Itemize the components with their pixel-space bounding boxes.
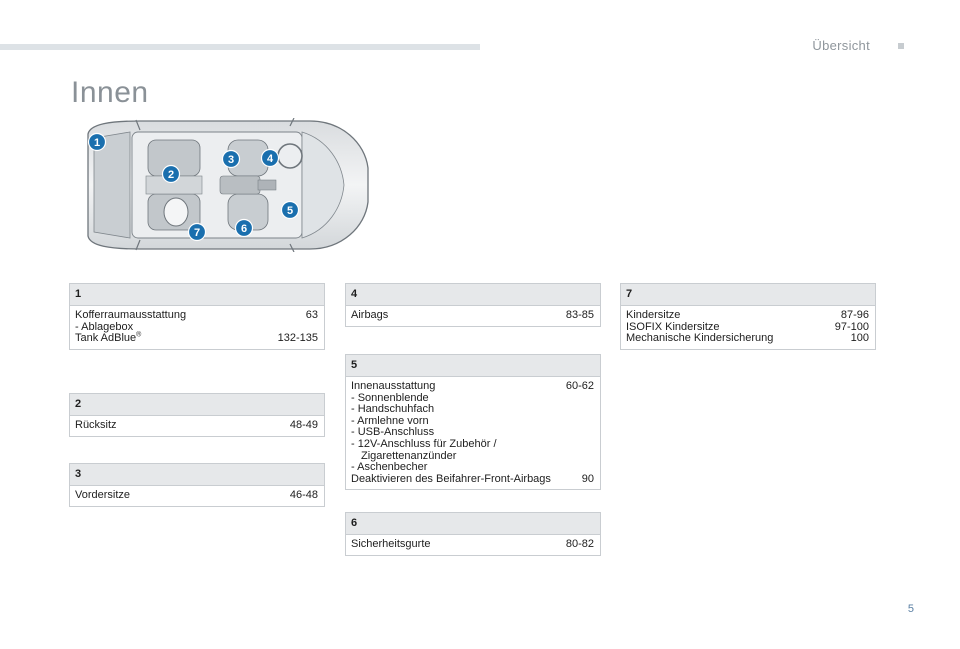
marker-4-icon [262,150,279,167]
entry-row: ISOFIX Kindersitze 97-100 [626,320,869,333]
svg-text:5: 5 [286,205,294,217]
sub-item: - Handschuhfach [351,403,435,416]
box-number: 6 [346,513,600,535]
entry-row: Kindersitze 87-96 [626,309,869,321]
marker-5-icon [282,202,299,219]
marker-1-icon [89,134,106,151]
info-box-7 [620,283,876,350]
marker-7-icon [189,224,206,241]
svg-text:1: 1 [93,137,101,149]
page-number: 5 [907,603,914,615]
sub-item: - Sonnenblende [351,391,429,404]
svg-text:2: 2 [167,169,175,181]
info-box-4 [345,283,601,327]
section-square [898,43,904,49]
box-number: 1 [70,284,324,306]
marker-2-icon [163,166,180,183]
info-box-5 [345,354,601,490]
box-number: 4 [346,284,600,306]
sub-item: - Ablagebox [75,320,134,333]
entry-row: Tank AdBlue® 132-135 [75,331,318,345]
entry-row: Rücksitz 48-49 [75,419,318,431]
svg-text:6: 6 [240,223,248,235]
sub-item: - Armlehne vorn [351,414,429,427]
page-title: Innen [71,76,149,109]
entry-row: Mechanische Kindersicherung 100 [626,332,869,345]
sub-item: - Aschenbecher [351,461,428,474]
box-number: 2 [70,394,324,416]
info-box-1 [69,283,325,350]
entry-row: Kofferraumausstattung 63 [75,309,318,321]
svg-text:4: 4 [266,153,274,165]
info-box-2 [69,393,325,437]
sub-item-continuation: Zigarettenanzünder [361,449,457,462]
box-number: 5 [346,355,600,377]
sub-item: - 12V-Anschluss für Zubehör / [351,437,497,450]
marker-6-icon [236,220,253,237]
entry-row: Sicherheitsgurte 80-82 [351,538,594,550]
entry-row: Vordersitze 46-48 [75,489,318,501]
info-box-6 [345,512,601,556]
sub-item: - USB-Anschluss [351,426,435,439]
box-number: 3 [70,464,324,486]
svg-text:3: 3 [227,154,235,166]
info-box-3 [69,463,325,507]
entry-row: Innenausstattung 60-62 [351,380,594,392]
svg-text:7: 7 [193,227,201,239]
entry-row: Deaktivieren des Beifahrer-Front-Airbags 90 [351,472,594,485]
section-label: Übersicht [812,38,870,53]
box-number: 7 [621,284,875,306]
entry-row: Airbags 83-85 [351,309,594,321]
car-interior-illustration [80,118,372,252]
header-bar [0,44,480,50]
marker-3-icon [223,151,240,168]
